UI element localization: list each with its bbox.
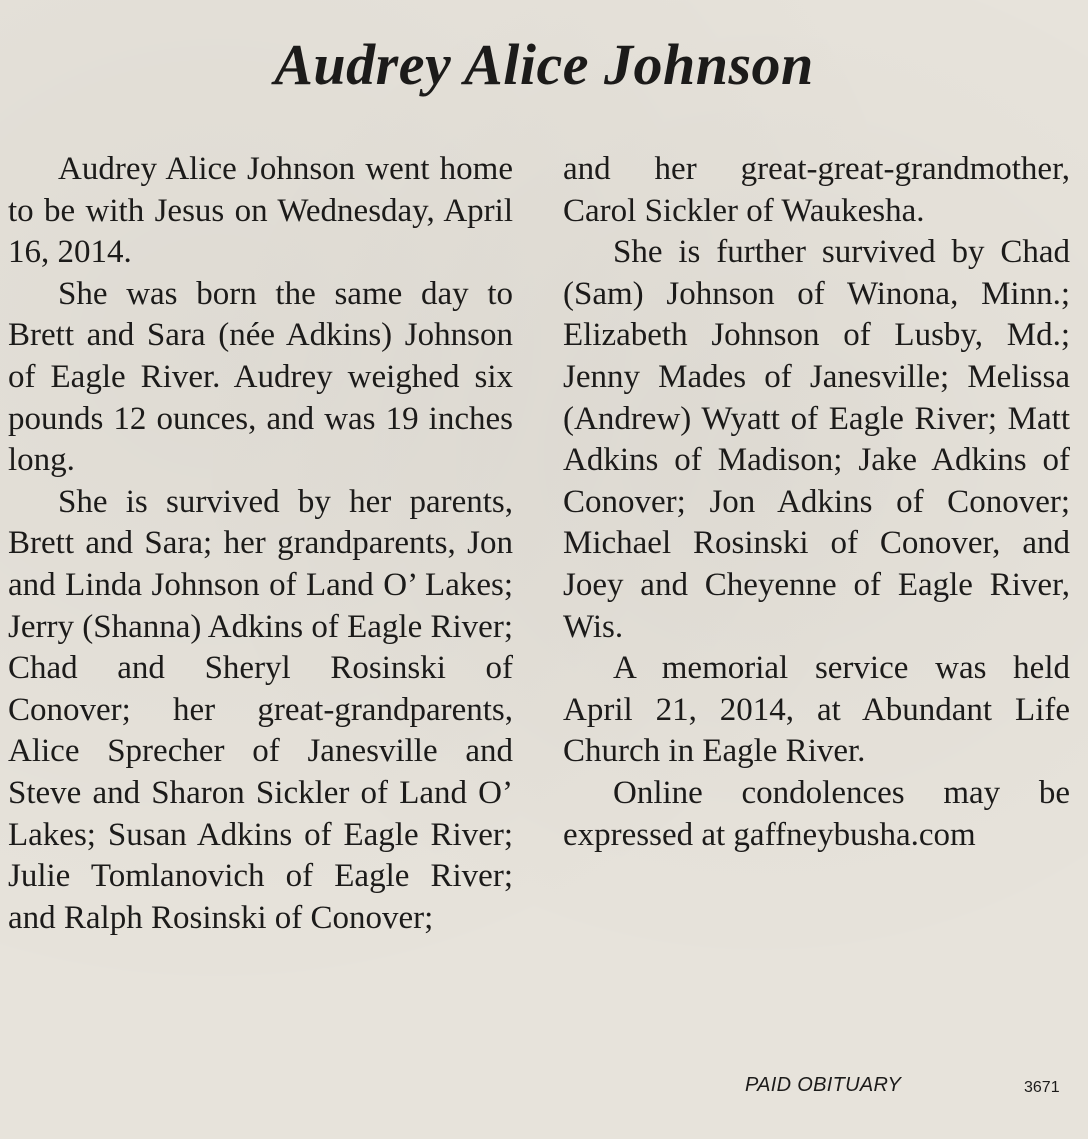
paragraph-survivors-continued: and her great-great-grandmother, Carol Sickler of Waukesha. <box>563 151 1070 229</box>
paragraph-birth-details: She was born the same day to Brett and Sara (née Adkins) Johnson of Eagle River. Audrey weighed six pounds 12 ounces, and was 19 inches long. <box>8 275 513 479</box>
paragraph-further-survivors: She is further survived by Chad (Sam) Johnson of Winona, Minn.; Elizabeth Johnson of Lusby, Md.; Jenny Mades of Janesville; Melissa (Andrew) Wyatt of Eagle River; Matt Adkins of Madison; Jake Adkins of Conover; Jon Adkins of Conover; Michael Rosinski of Conover, and Joey and Cheyenne of Eagle River, Wis. <box>563 234 1070 645</box>
right-column <box>563 149 1070 856</box>
ad-number: 3671 <box>1024 1079 1060 1096</box>
left-column <box>8 149 513 939</box>
paragraph-condolences: Online condolences may be expressed at gaffneybusha.com <box>563 774 1070 853</box>
obituary-title: Audrey Alice Johnson <box>274 32 814 97</box>
paragraph-memorial-service: A memorial service was held April 21, 2014, at Abundant Life Church in Eagle River. <box>563 650 1070 770</box>
paragraph-death-notice: Audrey Alice Johnson went home to be with Jesus on Wednesday, April 16, 2014. <box>8 151 513 271</box>
paragraph-survivors: She is survived by her parents, Brett and Sara; her grandparents, Jon and Linda Johnson of Land O’ Lakes; Jerry (Shanna) Adkins of Eagle River; Chad and Sheryl Rosinski of Conover; her great-grandparents, Alice Sprecher of Janesville and Steve and Sharon Sickler of Land O’ Lakes; Susan Adkins of Eagle River; Julie Tomlanovich of Eagle River; and Ralph Rosinski of Conover; <box>8 483 513 936</box>
paid-obituary-label: PAID OBITUARY <box>745 1074 902 1096</box>
